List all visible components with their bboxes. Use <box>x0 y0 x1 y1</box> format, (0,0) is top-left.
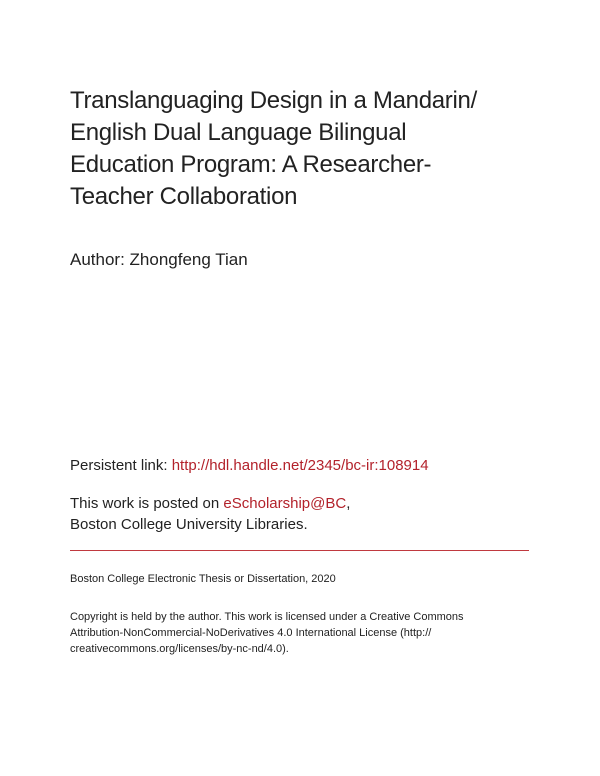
title-line: Translanguaging Design in a Mandarin/ <box>70 87 477 114</box>
copyright-line: Attribution-NonCommercial-NoDerivatives 4.0 International License (http:// <box>70 627 432 639</box>
libraries-line: Boston College University Libraries. <box>70 516 308 533</box>
posted-prefix: This work is posted on <box>70 495 220 512</box>
copyright-notice <box>70 609 540 657</box>
persistent-link-label: Persistent link: <box>70 457 168 474</box>
copyright-line: creativecommons.org/licenses/by-nc-nd/4.0). <box>70 643 289 655</box>
document-title <box>70 85 540 213</box>
posted-suffix: , <box>346 495 351 512</box>
title-line: Teacher Collaboration <box>70 183 298 210</box>
escholarship-link[interactable]: eScholarship@BC <box>223 495 347 512</box>
title-line: English Dual Language Bilingual <box>70 119 407 146</box>
thesis-note: Boston College Electronic Thesis or Dissertation, 2020 <box>70 573 336 585</box>
posted-on-line <box>70 493 350 514</box>
author-line: Author: Zhongfeng Tian <box>70 250 248 269</box>
title-line: Education Program: A Researcher- <box>70 151 432 178</box>
divider-line <box>70 550 529 551</box>
copyright-line: Copyright is held by the author. This work is licensed under a Creative Commons <box>70 611 464 623</box>
persistent-link[interactable]: http://hdl.handle.net/2345/bc-ir:108914 <box>171 457 429 474</box>
posted-on-block <box>70 493 350 535</box>
persistent-link-line <box>70 456 429 476</box>
